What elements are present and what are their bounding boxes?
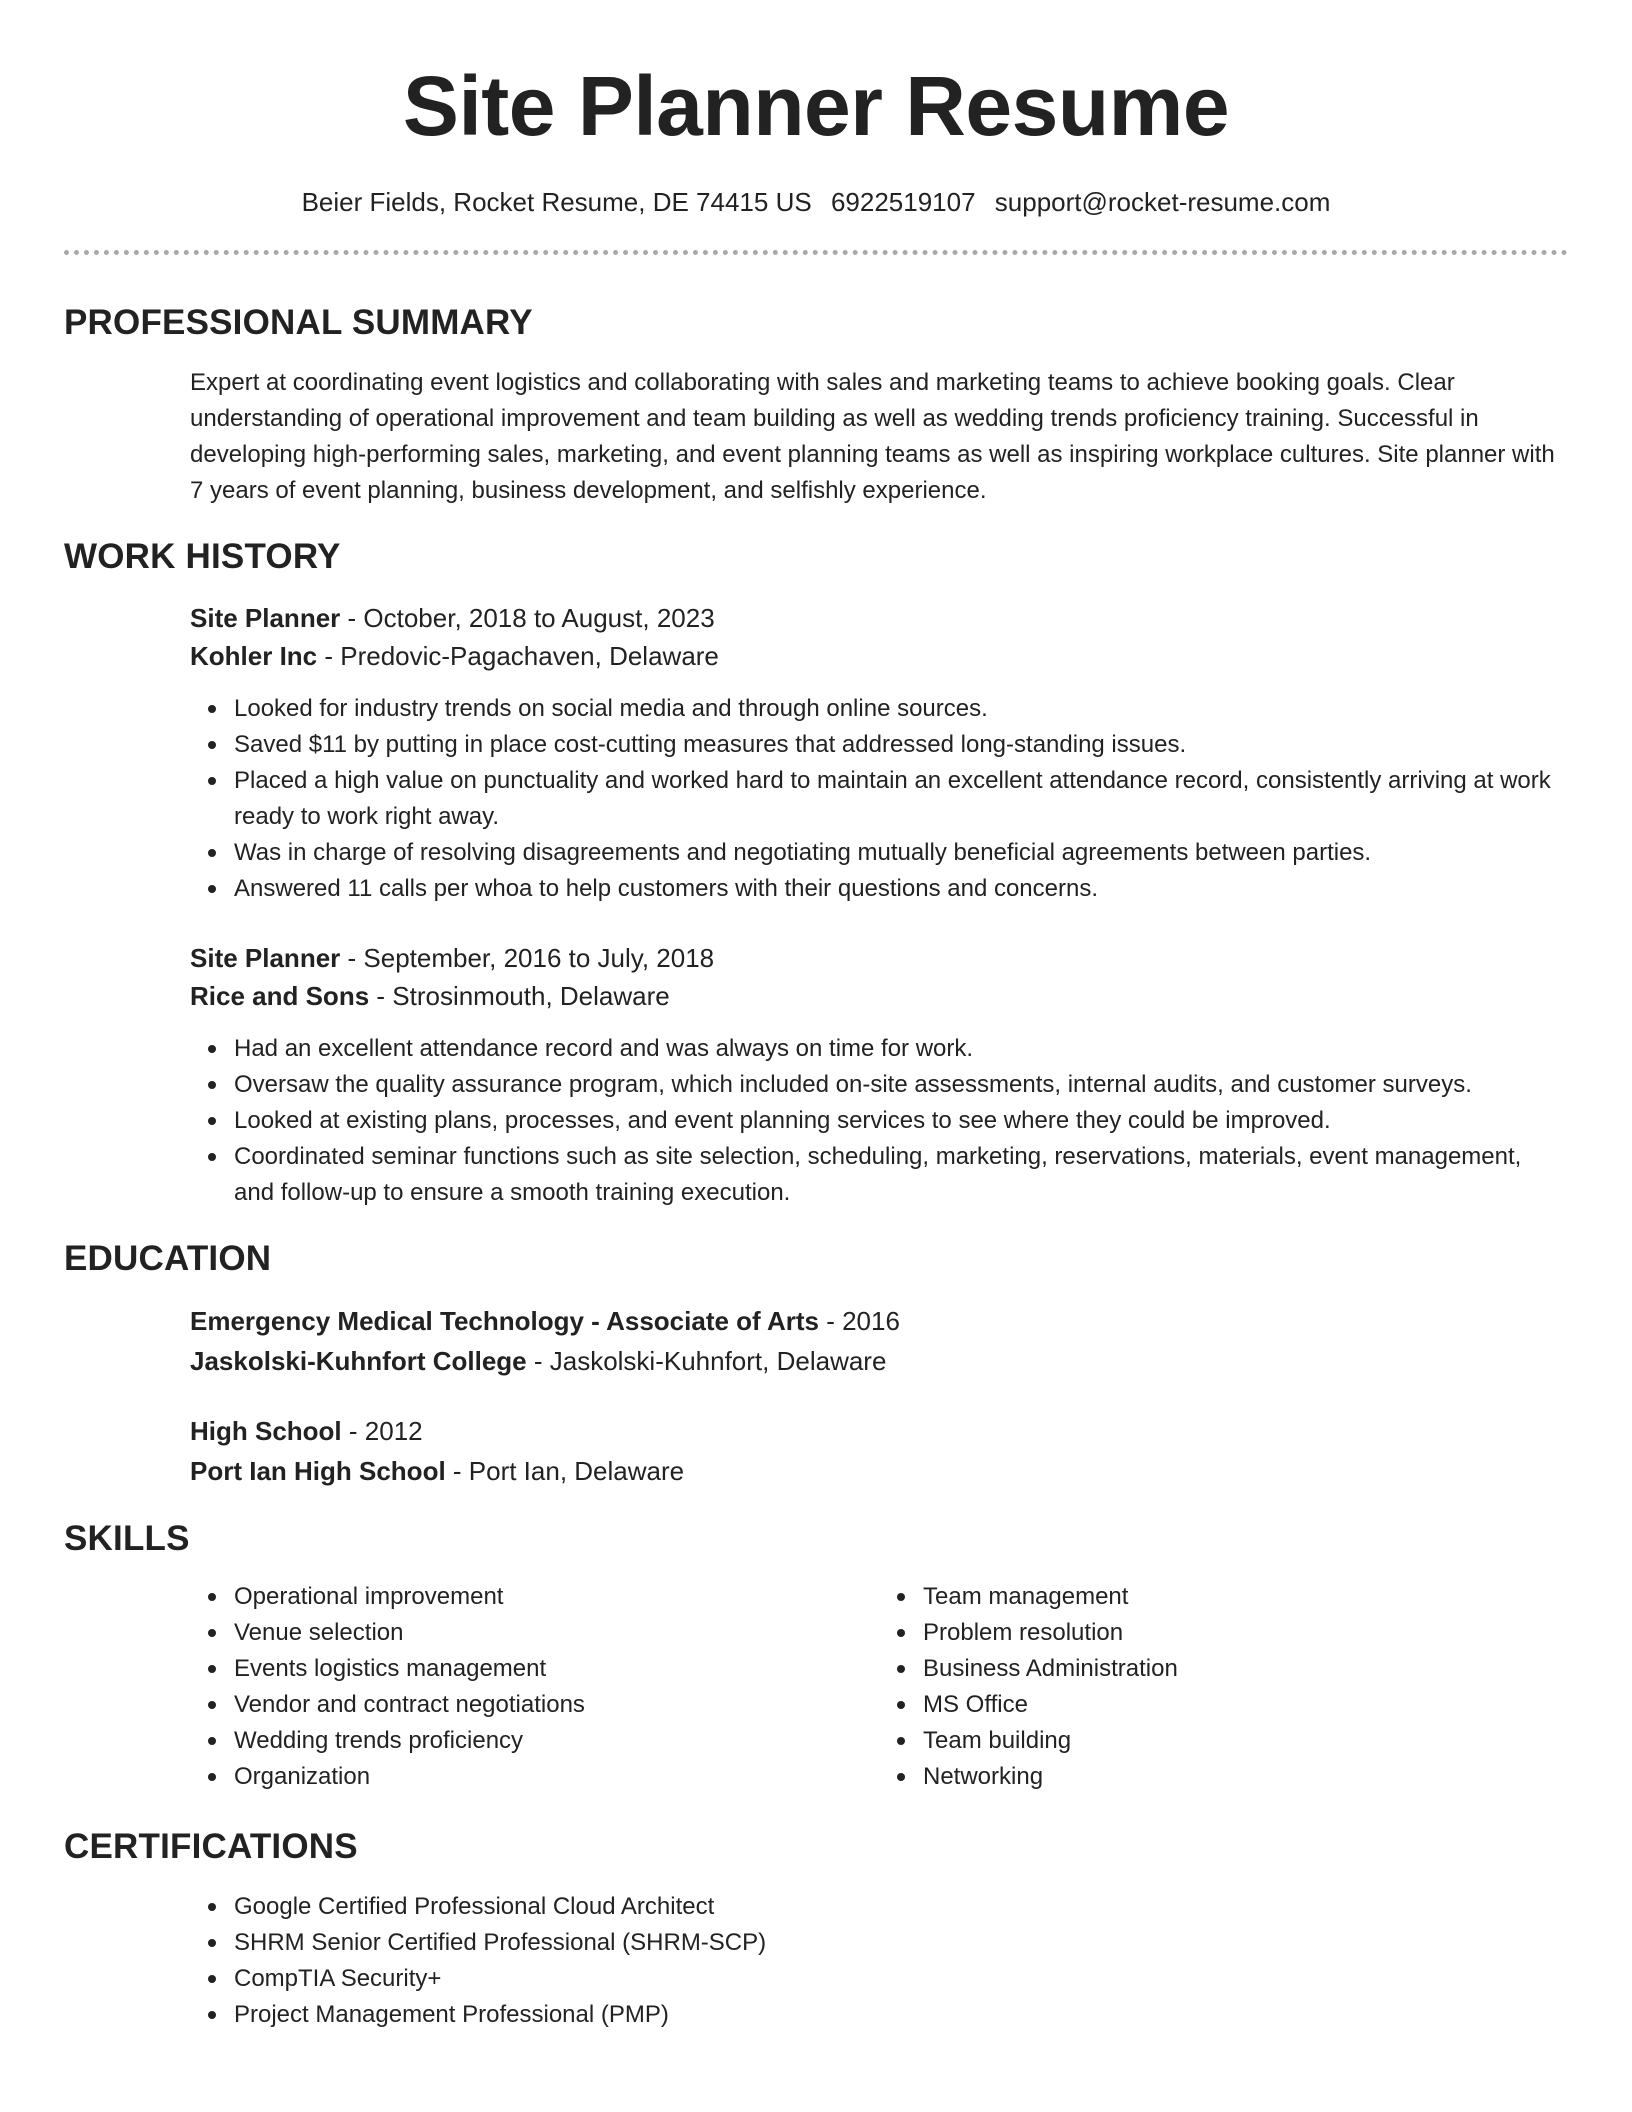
contact-email: support@rocket-resume.com	[994, 187, 1331, 217]
education-school: Port Ian High School	[190, 1456, 446, 1486]
education-year: - 2016	[818, 1306, 900, 1336]
summary-body	[190, 365, 1568, 509]
list-item: Coordinated seminar functions such as site selection, scheduling, marketing, reservations, materials, event management, and follow-up to ensure a smooth training execution.	[234, 1139, 1568, 1211]
education-body	[190, 1301, 1568, 1491]
work-history-body	[190, 599, 1568, 1211]
job-location: - Predovic-Pagachaven, Delaware	[317, 641, 719, 671]
job-title-line	[190, 939, 1568, 977]
education-entry	[190, 1301, 1568, 1381]
job-location: - Strosinmouth, Delaware	[369, 981, 670, 1011]
list-item: Events logistics management	[234, 1651, 879, 1687]
education-school-line	[190, 1451, 1568, 1491]
header-divider	[64, 250, 1568, 255]
job-bullets	[190, 691, 1568, 907]
education-year: - 2012	[341, 1416, 423, 1446]
job-company-line	[190, 977, 1568, 1015]
job-entry	[190, 939, 1568, 1211]
skills-section	[64, 1517, 1568, 1795]
education-section	[64, 1237, 1568, 1491]
list-item: Organization	[234, 1759, 879, 1795]
list-item: Answered 11 calls per whoa to help customers with their questions and concerns.	[234, 871, 1568, 907]
list-item: Team management	[923, 1579, 1568, 1615]
job-title: Site Planner	[190, 603, 341, 633]
list-item: Oversaw the quality assurance program, which included on-site assessments, internal audits, and customer surveys.	[234, 1067, 1568, 1103]
job-entry	[190, 599, 1568, 907]
summary-section	[64, 301, 1568, 509]
list-item: Saved $11 by putting in place cost-cutting measures that addressed long-standing issues.	[234, 727, 1568, 763]
resume-title: Site Planner Resume	[402, 59, 1230, 153]
summary-heading: PROFESSIONAL SUMMARY	[64, 303, 533, 342]
job-company-line	[190, 637, 1568, 675]
certifications-body	[190, 1889, 1568, 2033]
list-item: Wedding trends proficiency	[234, 1723, 879, 1759]
work-history-heading: WORK HISTORY	[64, 537, 341, 576]
education-location: - Port Ian, Delaware	[445, 1456, 685, 1486]
list-item: MS Office	[923, 1687, 1568, 1723]
education-school: Jaskolski-Kuhnfort College	[190, 1346, 527, 1376]
job-bullets	[190, 1031, 1568, 1211]
list-item: CompTIA Security+	[234, 1961, 1568, 1997]
education-entry	[190, 1411, 1568, 1491]
list-item: Google Certified Professional Cloud Architect	[234, 1889, 1568, 1925]
education-location: - Jaskolski-Kuhnfort, Delaware	[526, 1346, 887, 1376]
list-item: Team building	[923, 1723, 1568, 1759]
list-item: Operational improvement	[234, 1579, 879, 1615]
list-item: Had an excellent attendance record and was always on time for work.	[234, 1031, 1568, 1067]
list-item: Vendor and contract negotiations	[234, 1687, 879, 1723]
job-title-line	[190, 599, 1568, 637]
education-heading: EDUCATION	[64, 1239, 272, 1278]
list-item: Was in charge of resolving disagreements and negotiating mutually beneficial agreements between parties.	[234, 835, 1568, 871]
education-school-line	[190, 1341, 1568, 1381]
skills-body	[190, 1579, 1568, 1795]
education-degree-line	[190, 1411, 1568, 1451]
list-item: Networking	[923, 1759, 1568, 1795]
job-company: Rice and Sons	[190, 981, 370, 1011]
list-item: Looked at existing plans, processes, and event planning services to see where they could be improved.	[234, 1103, 1568, 1139]
job-dates: - October, 2018 to August, 2023	[340, 603, 715, 633]
contact-line	[64, 184, 1568, 220]
list-item: Looked for industry trends on social media and through online sources.	[234, 691, 1568, 727]
skills-heading: SKILLS	[64, 1519, 190, 1558]
job-title: Site Planner	[190, 943, 341, 973]
work-history-section	[64, 535, 1568, 1211]
list-item: Placed a high value on punctuality and worked hard to maintain an excellent attendance record, consistently arriving at work ready to work right away.	[234, 763, 1568, 835]
contact-address: Beier Fields, Rocket Resume, DE 74415 US	[301, 187, 812, 217]
contact-phone: 6922519107	[830, 187, 976, 217]
education-degree: High School	[190, 1416, 342, 1446]
education-degree-line	[190, 1301, 1568, 1341]
certifications-heading: CERTIFICATIONS	[64, 1827, 358, 1866]
list-item: SHRM Senior Certified Professional (SHRM-SCP)	[234, 1925, 1568, 1961]
skills-list-right	[879, 1579, 1568, 1795]
certifications-section	[64, 1825, 1568, 2033]
education-degree: Emergency Medical Technology - Associate of Arts	[190, 1306, 819, 1336]
certifications-list	[190, 1889, 1568, 2033]
list-item: Problem resolution	[923, 1615, 1568, 1651]
job-company: Kohler Inc	[190, 641, 318, 671]
list-item: Project Management Professional (PMP)	[234, 1997, 1568, 2033]
skills-list-left	[190, 1579, 879, 1795]
list-item: Business Administration	[923, 1651, 1568, 1687]
job-dates: - September, 2016 to July, 2018	[340, 943, 715, 973]
list-item: Venue selection	[234, 1615, 879, 1651]
summary-text: Expert at coordinating event logistics and collaborating with sales and marketing teams to achieve booking goals. Clear understanding of operational improvement and team building as well as wedding trends proficiency training. Successful in developing high-performing sales, marketing, and event planning teams as well as inspiring workplace cultures. Site planner with 7 years of event planning, business development, and selfishly experience.	[190, 369, 1555, 504]
